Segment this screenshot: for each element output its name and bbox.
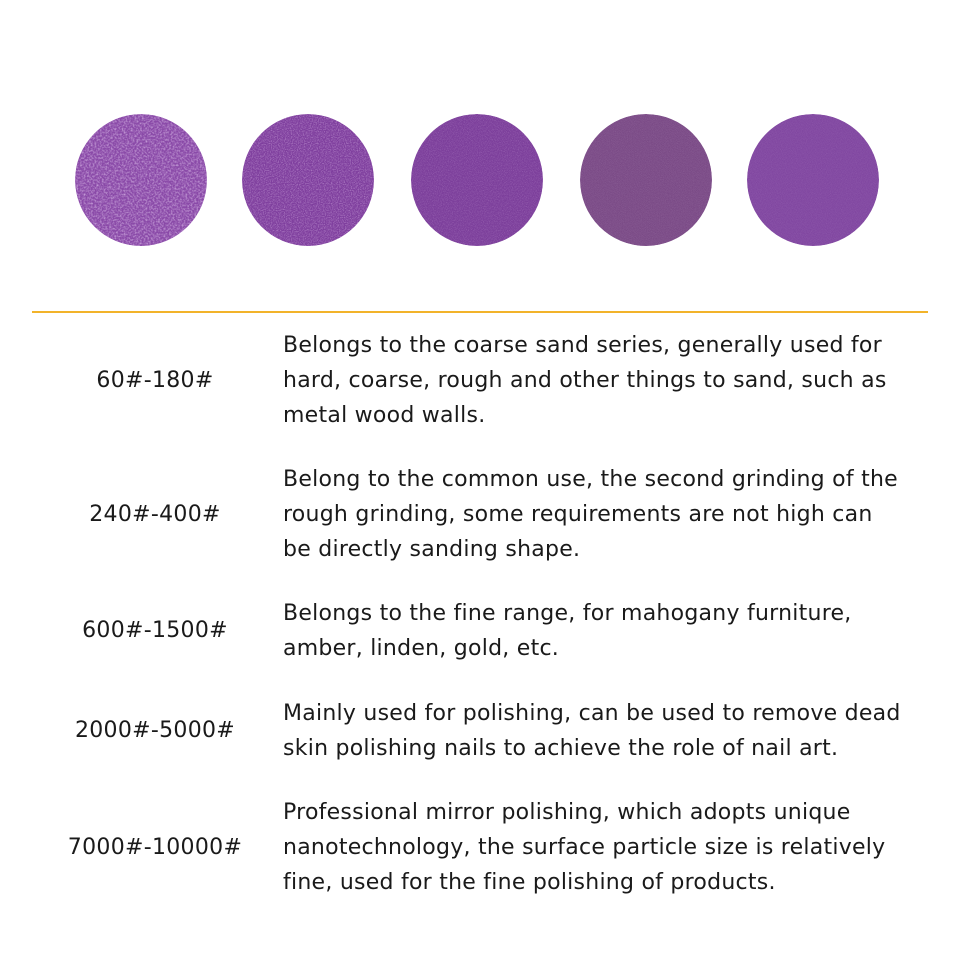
- sanding-disc-7000: [747, 114, 879, 246]
- sanding-disc-240-texture: [242, 114, 374, 246]
- grit-range-label: 240#-400#: [89, 502, 221, 527]
- grit-description: Belong to the common use, the second grinding of the rough grinding, some requirements are not high can be directly sanding shape.: [283, 467, 898, 562]
- sanding-disc-60-texture: [75, 114, 207, 246]
- grit-description: Belongs to the fine range, for mahogany furniture, amber, linden, gold, etc.: [283, 601, 852, 661]
- section-divider: [32, 311, 928, 313]
- grit-description: Professional mirror polishing, which adopts unique nanotechnology, the surface particle size is relatively fine, used for the fine polishing of products.: [283, 800, 886, 895]
- sanding-disc-2000: [580, 114, 712, 246]
- sanding-disc-60: [75, 114, 207, 246]
- sanding-disc-600-texture: [411, 114, 543, 246]
- sanding-disc-2000-texture: [580, 114, 712, 246]
- grit-description: Belongs to the coarse sand series, generally used for hard, coarse, rough and other things to sand, such as metal wood walls.: [283, 333, 887, 428]
- grit-range-label: 7000#-10000#: [67, 835, 243, 860]
- grit-range-label: 2000#-5000#: [74, 718, 236, 743]
- grit-description: Mainly used for polishing, can be used to remove dead skin polishing nails to achieve the role of nail art.: [283, 701, 901, 761]
- sanding-disc-7000-texture: [747, 114, 879, 246]
- sanding-disc-gallery: [0, 0, 960, 300]
- grit-range-label: 600#-1500#: [82, 618, 228, 643]
- sanding-disc-240: [242, 114, 374, 246]
- grit-range-label: 60#-180#: [96, 368, 214, 393]
- sanding-disc-600: [411, 114, 543, 246]
